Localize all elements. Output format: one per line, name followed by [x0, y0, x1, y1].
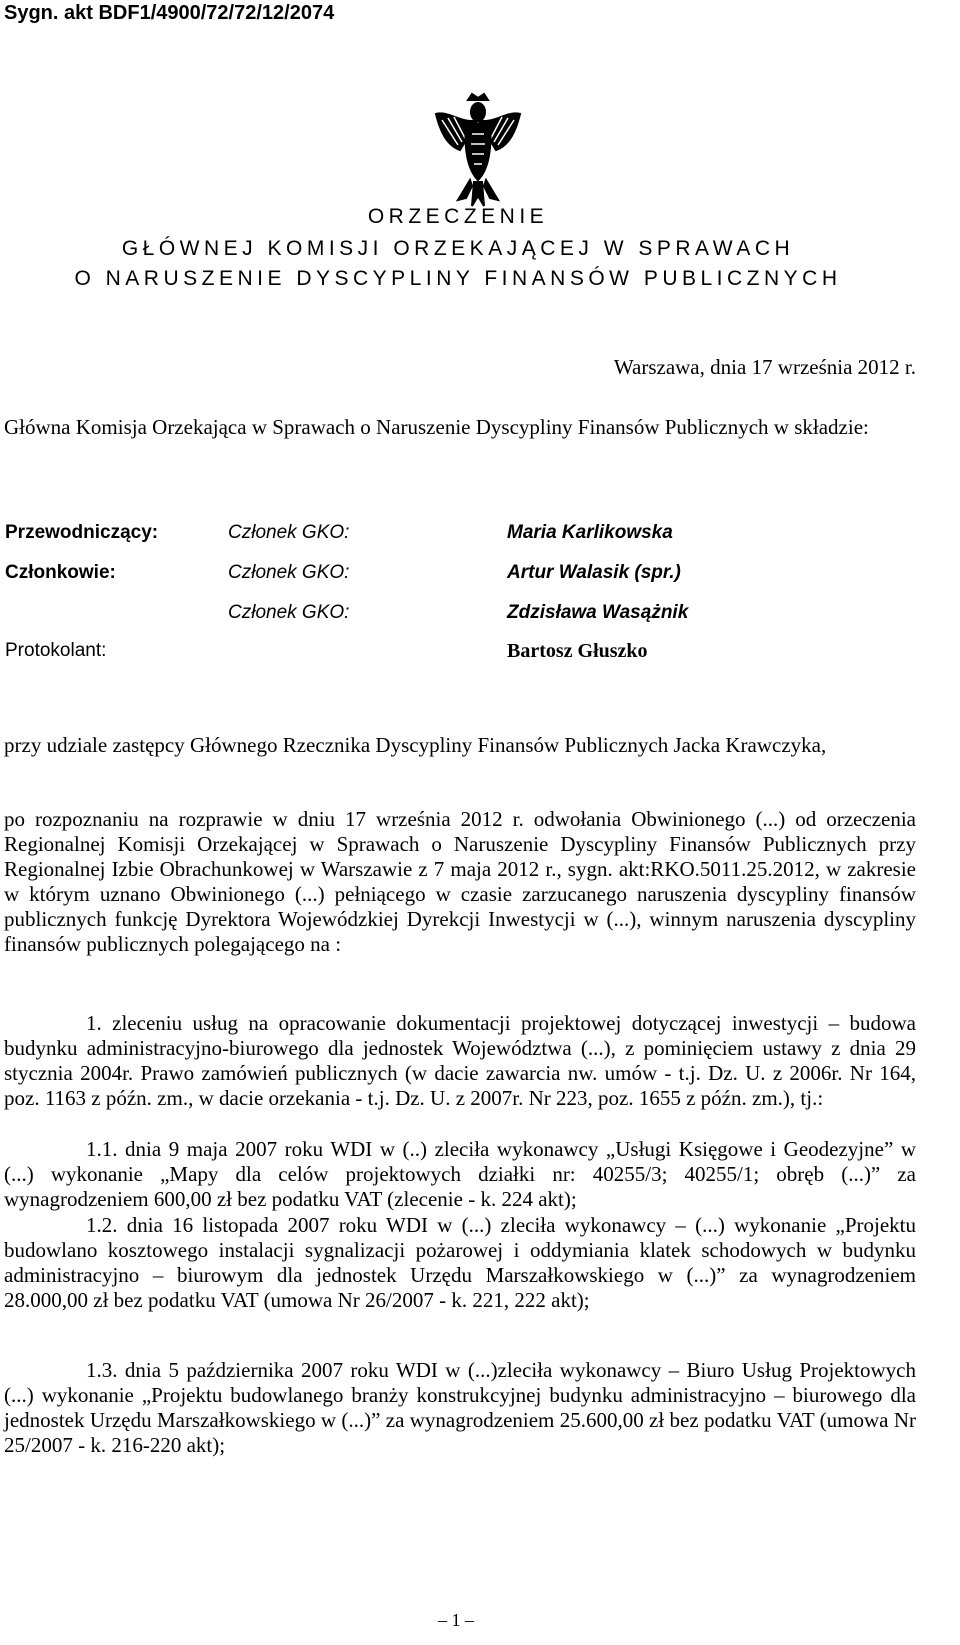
gko-label-2: Członek GKO: — [228, 562, 350, 583]
member1-name: Artur Walasik (spr.) — [507, 562, 681, 583]
charge-item-1: 1. zleceniu usług na opracowanie dokumentacji projektowej dotyczącej inwestycji – budowa budynku administracyjno-biurowego dla jednostek Województwa (...), z pominięciem ustawy z dnia 29 stycznia 2004r. Prawo zamówień publicznych (w dacie zawarcia nw. umów - t.j. Dz. U. z 2006r. Nr 164, poz. 1163 z późn. zm., w dacie orzekania - t.j. Dz. U. z 2007r. Nr 223, poz. 1655 z późn. zm.), tj.: — [4, 1011, 916, 1110]
polish-eagle-emblem-icon — [428, 90, 528, 210]
charge-item-1-1: 1.1. dnia 9 maja 2007 roku WDI w (..) zleciła wykonawcy „Usługi Księgowe i Geodezyjne” w (...) wykonanie „Mapy dla celów projektowych działki nr: 40255/3; 40255/1; obręb (...)” za wynagrodzeniem 600,00 zł bez podatku VAT (zlecenie - k. 224 akt); — [4, 1137, 916, 1211]
ruling-paragraph: po rozpoznaniu na rozprawie w dniu 17 września 2012 r. odwołania Obwinionego (...) od orzeczenia Regionalnej Komisji Orzekającej w Sprawach o Naruszenie Dyscypliny Finansów Publicznych przy Regionalnej Izbie Obrachunkowej w Warszawie z 7 maja 2012 r., sygn. akt:RKO.5011.25.2012, w zakresie w którym uznano Obwinionego (...) pełniącego w czasie zarzucanego naruszenia dyscypliny finansów publicznych funkcję Dyrektora Wojewódzkiej Dyrekcji Inwestycji w (...), winnym naruszenia dyscypliny finansów publicznych polegającego na : — [4, 807, 916, 956]
charge-item-1-3: 1.3. dnia 5 października 2007 roku WDI w (...)zleciła wykonawcy – Biuro Usług Projektowych (...) wykonanie „Projektu budowlanego branży konstrukcyjnej budynku administracyjno – biurowego dla jednostek Urzędu Marszałkowskiego w (...)” za wynagrodzeniem 25.600,00 zł bez podatku VAT (umowa Nr 25/2007 - k. 216-220 akt); — [4, 1358, 916, 1457]
gko-label-3: Członek GKO: — [228, 602, 350, 623]
intro-paragraph: Główna Komisja Orzekająca w Sprawach o Naruszenie Dyscypliny Finansów Publicznych w składzie: — [4, 415, 869, 439]
document-title: ORZECZENIE — [367, 205, 549, 228]
document-title-line3: O NARUSZENIE DYSCYPLINY FINANSÓW PUBLICZNYCH — [74, 267, 842, 290]
chair-label: Przewodniczący: — [5, 522, 159, 543]
prosecutor-paragraph: przy udziale zastępcy Głównego Rzecznika Dyscypliny Finansów Publicznych Jacka Krawczyka, — [4, 733, 827, 757]
gko-label-1: Członek GKO: — [228, 522, 350, 543]
clerk-name: Bartosz Głuszko — [507, 640, 648, 662]
member2-name: Zdzisława Wasążnik — [507, 602, 689, 623]
charge-item-1-2: 1.2. dnia 16 listopada 2007 roku WDI w (...) zleciła wykonawcy – (...) wykonanie „Projektu budowlano kosztowego instalacji sygnalizacji pożarowej i oddymiania klatek schodowych w budynku administracyjno – biurowym dla jednostek Urzędu Marszałkowskiego w (...)” za wynagrodzeniem 28.000,00 zł bez podatku VAT (umowa Nr 26/2007 - k. 221, 222 akt); — [4, 1213, 916, 1312]
document-title-line2: GŁÓWNEJ KOMISJI ORZEKAJĄCEJ W SPRAWACH — [121, 237, 795, 260]
case-signature: Sygn. akt BDF1/4900/72/72/12/2074 — [4, 2, 335, 24]
page-number: – 1 – — [438, 1610, 474, 1630]
clerk-label: Protokolant: — [5, 640, 107, 661]
chair-name: Maria Karlikowska — [507, 522, 673, 543]
issue-date: Warszawa, dnia 17 września 2012 r. — [613, 355, 916, 379]
members-label: Członkowie: — [5, 562, 116, 583]
